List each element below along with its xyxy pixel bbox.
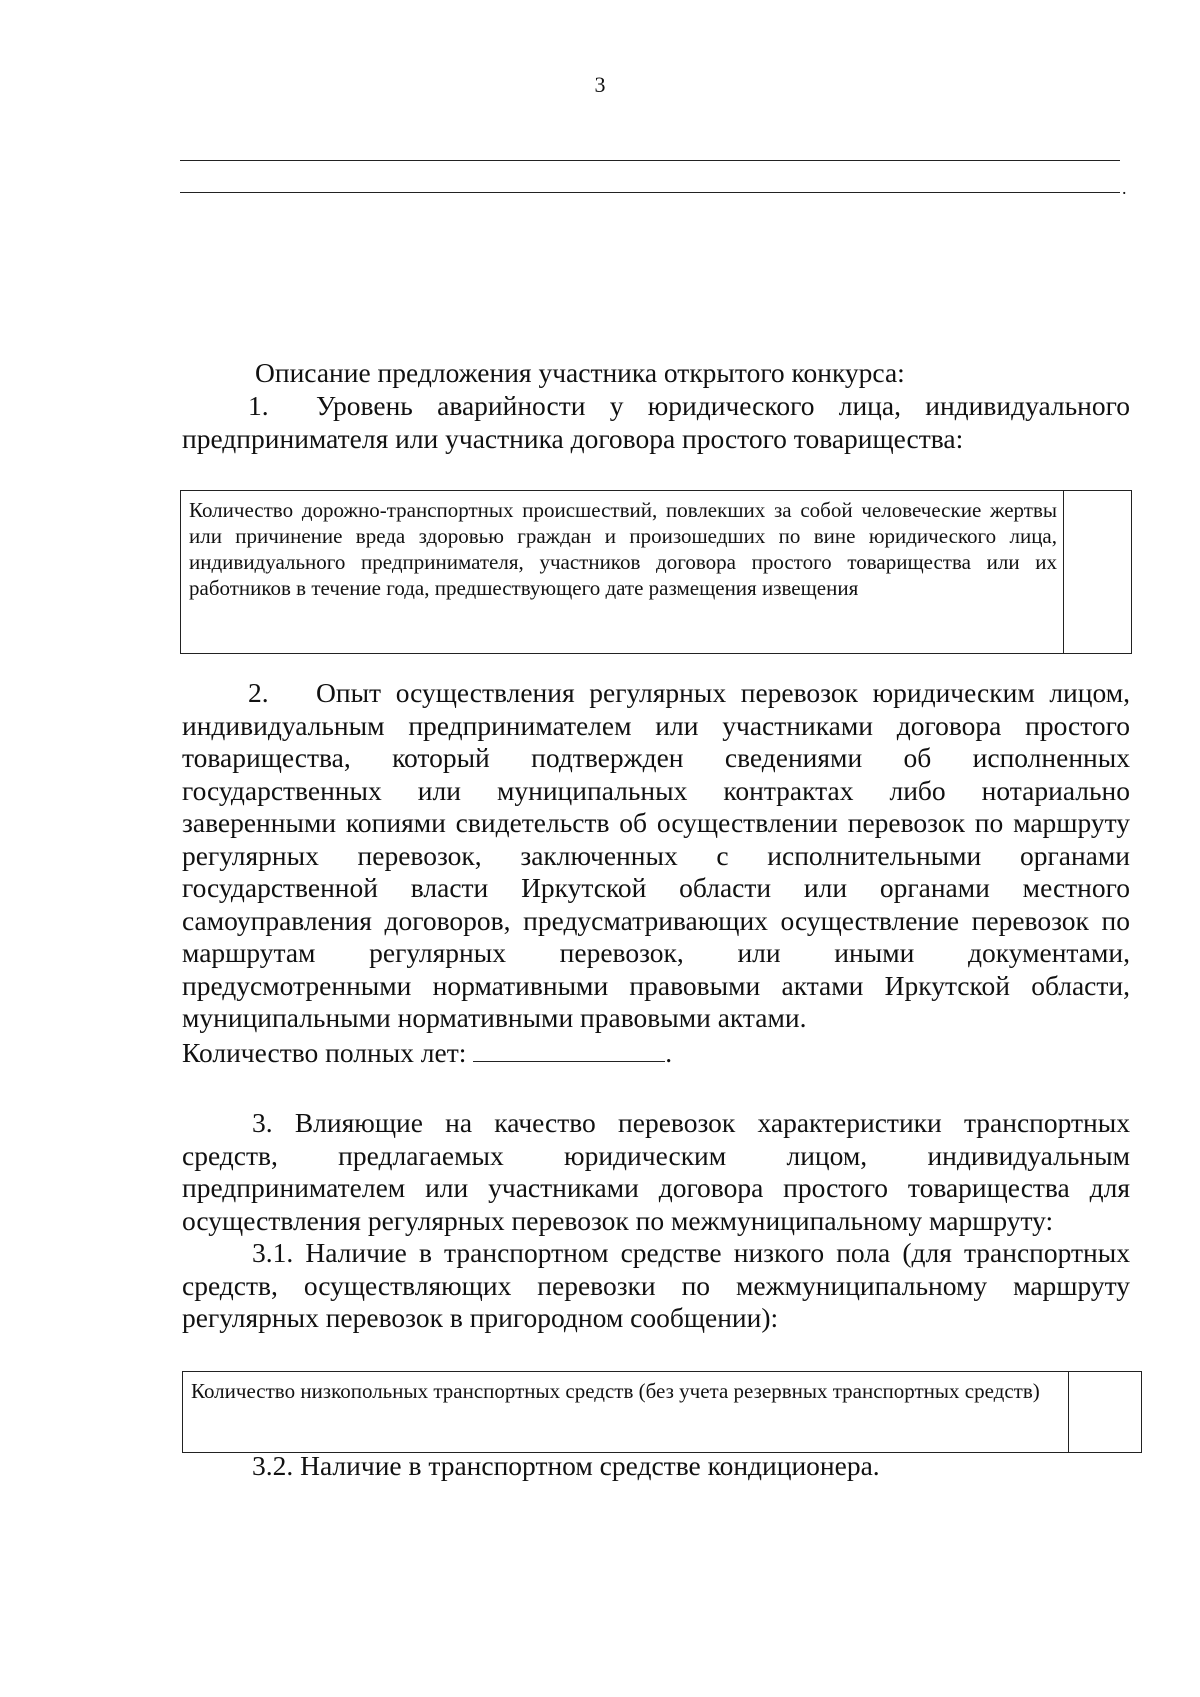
section-1-number: 1.	[248, 390, 269, 421]
full-years-row	[182, 1035, 1130, 1070]
section-2-line: 2. Опыт осуществления регулярных перевозок юридическим лицом,	[248, 677, 1130, 708]
low-floor-count-value-cell	[1068, 1372, 1141, 1452]
blank-line	[180, 192, 1120, 193]
section-2-line: индивидуальным предпринимателем или участниками договора простого	[182, 709, 1130, 741]
section-3-line: средств, предлагаемых юридическим лицом, индивидуальным	[182, 1139, 1130, 1171]
section-3-line: предпринимателем или участниками договора простого товарищества для	[182, 1172, 1130, 1203]
section-2-number: 2.	[248, 677, 269, 708]
low-floor-count-label: Количество низкопольных транспортных средств (без учета резервных транспортных средств)	[191, 1379, 1040, 1403]
section-2-line: маршрутам регулярных перевозок, или иными документами,	[182, 937, 1130, 968]
section-3-line: осуществления регулярных перевозок по межмуниципальному маршруту:	[182, 1204, 1054, 1236]
section-2-line: муниципальными нормативными правовыми актами.	[182, 1002, 807, 1033]
section-2-line: заверенными копиями свидетельств об осуществлении перевозок по маршруту	[182, 807, 1130, 838]
section-1-line: 1. Уровень аварийности у юридического лица, индивидуального	[248, 390, 1130, 421]
section-3-text	[182, 1107, 1130, 1335]
accident-count-value-cell	[1063, 491, 1131, 653]
blank-line-period: .	[1122, 178, 1127, 198]
accident-count-table	[180, 490, 1132, 654]
section-2-line: предусмотренными нормативными правовыми актами Иркутской области,	[182, 969, 1130, 1001]
section-1-text	[182, 390, 1130, 455]
full-years-field[interactable]	[473, 1035, 665, 1062]
section-3-1-line: средств, осуществляющих перевозки по межмуниципальному маршруту	[182, 1269, 1130, 1301]
low-floor-count-table	[182, 1371, 1142, 1453]
section-2-text	[182, 677, 1130, 1069]
section-3-2-text: 3.2. Наличие в транспортном средстве кондиционера.	[252, 1450, 880, 1481]
section-1-line: предпринимателя или участника договора простого товарищества:	[182, 422, 964, 454]
accident-count-label: Количество дорожно-транспортных происшествий, повлекших за собой человеческие жертвы или причинение вреда здоровью граждан и произошедших по вине юридического лица, индивидуального предпринимателя, участников договора простого товарищества или их работников в течение года, предшествующего дате размещения извещения	[189, 498, 1057, 600]
section-3-1-line: регулярных перевозок в пригородном сообщении):	[182, 1302, 779, 1333]
section-3-1-line: 3.1. Наличие в транспортном средстве низкого пола (для транспортных	[252, 1237, 1130, 1268]
page-number: 3	[594, 72, 606, 97]
blank-line	[180, 160, 1120, 161]
section-2-line: государственных или муниципальных контрактах либо нотариально	[182, 774, 1130, 806]
section-2-line: регулярных перевозок, заключенных с исполнительными органами	[182, 839, 1130, 871]
section-2-line: государственной власти Иркутской области или органами местного	[182, 872, 1130, 903]
proposal-heading: Описание предложения участника открытого конкурса:	[255, 357, 905, 388]
section-2-line: товарищества, который подтвержден сведениями об исполненных	[182, 742, 1130, 773]
section-3-line: 3. Влияющие на качество перевозок характеристики транспортных	[252, 1107, 1130, 1138]
full-years-label: Количество полных лет:	[182, 1036, 467, 1068]
section-2-line: самоуправления договоров, предусматривающих осуществление перевозок по	[182, 904, 1130, 936]
full-years-period: .	[665, 1036, 673, 1068]
